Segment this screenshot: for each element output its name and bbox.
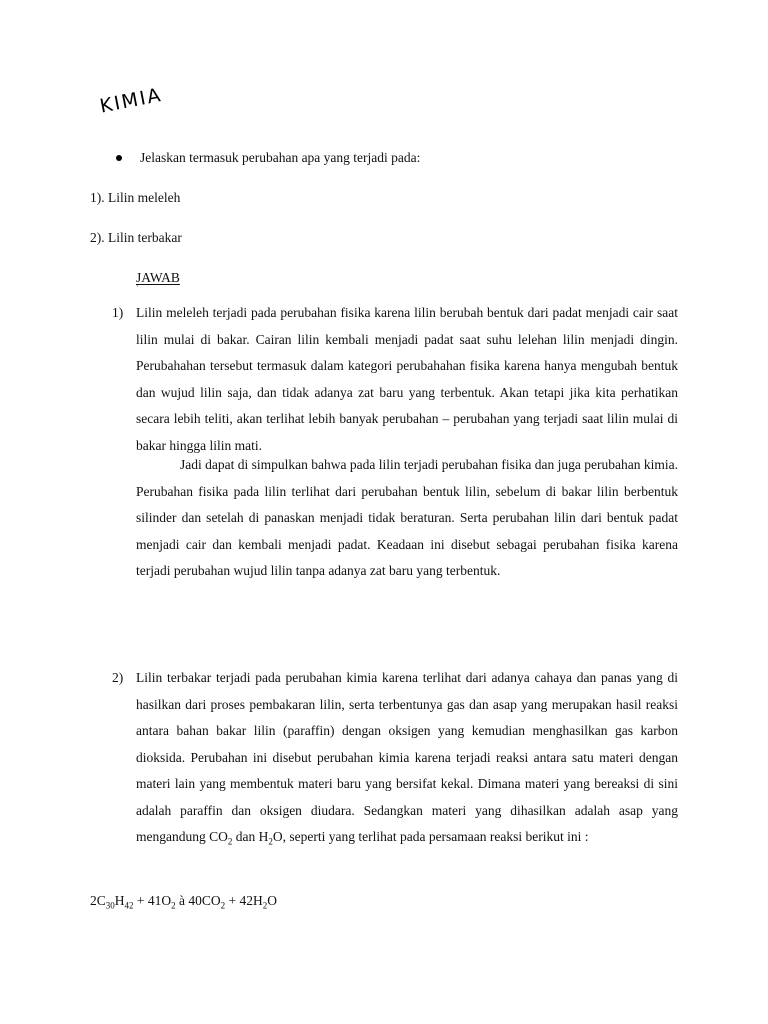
question-item-2: 2). Lilin terbakar [90,230,182,245]
eq-sub: 2 [171,900,176,911]
eq-sub: 42 [124,900,134,911]
eq-part: H [114,893,125,908]
eq-part: 2C [90,893,106,908]
bullet-icon [116,155,122,161]
answer-item-1-number: 1) [112,305,124,320]
eq-sub: 2 [262,900,268,911]
answer-item-1 [112,300,678,459]
answer-item-2-text [136,665,678,855]
answer-item-2-number: 2) [112,670,124,685]
co2-subscript: 2 [227,836,233,847]
wordart-title: KIMIA [98,83,165,118]
eq-part: + 42H [225,893,263,908]
stray-mark: ` [136,284,139,294]
eq-part: à 40CO [175,893,221,908]
answer-item-2-text-a: Lilin terbakar terjadi pada perubahan kimia karena terlihat dari adanya cahaya dan panas yang di hasilkan dari proses pembakaran lilin, serta terbentunya gas dan asap yang merupakan hasil reaksi antara bahan bakar lilin (paraffin) dengan oksigen yang kemudian menghasilkan gas karbon dioksida. Perubahan ini disebut perubahan kimia karena terjadi reaksi antara satu materi dengan materi lain yang membentuk materi baru yang bersifat kekal. Dimana materi yang bereaksi di sini adalah paraffin dan oksigen diudara. Sedangkan materi yang dihasilkan adalah asap yang mengandung CO [136,670,678,844]
question-item-1: 1). Lilin meleleh [90,190,181,205]
answer-item-2 [112,665,678,855]
question-prompt-line [112,145,672,172]
answer-item-1-paragraph-2: Jadi dapat di simpulkan bahwa pada lilin terjadi perubahan fisika dan juga perubahan kimia. Perubahan fisika pada lilin terlihat dari perubahan bentuk lilin, sebelum di bakar lilin berbentuk silinder dan setelah di panaskan menjadi tidak beraturan. Serta perubahan lilin dari bentuk padat menjadi cair dan kembali menjadi padat. Keadaan ini disebut sebagai perubahan fisika karena terjadi perubahan wujud lilin tanpa adanya zat baru yang terbentuk. [136,457,678,578]
answer-heading: JAWAB [136,270,180,285]
answer-item-1-text: Lilin meleleh terjadi pada perubahan fisika karena lilin berubah bentuk dari padat menjadi cair saat lilin mulai di bakar. Cairan lilin kembali menjadi padat saat suhu lelehan lilin menjadi dingin. Perubahahan tersebut termasuk dalam kategori perubahahan fisika karena hanya mengubah bentuk dan wujud lilin saja, dan tidak adanya zat baru yang terbentuk. Akan tetapi jika kita perhatikan secara lebih teliti, akan terlihat lebih banyak perubahan – perubahan yang terjadi saat lilin mulai di bakar hingga lilin mati. [136,305,678,453]
answer-item-2-text-c: O, seperti yang terlihat pada persamaan reaksi berikut ini : [272,829,589,844]
eq-part: + 41O [133,893,172,908]
question-prompt: Jelaskan termasuk perubahan apa yang terjadi pada: [140,150,421,165]
eq-part: O [267,893,278,908]
h2o-subscript: 2 [268,836,273,847]
eq-sub: 30 [105,900,115,911]
eq-sub: 2 [220,900,226,911]
reaction-equation [90,893,277,911]
answer-item-2-text-b: dan H [232,829,269,844]
